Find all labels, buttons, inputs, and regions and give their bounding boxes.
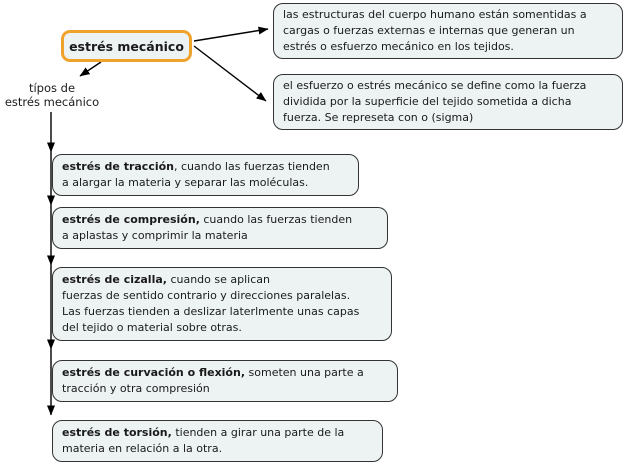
- node-estres-de-curvacion-o-flexion[interactable]: [52, 360, 398, 402]
- node-estres-mecanico[interactable]: [61, 30, 192, 62]
- definition-text-line: fuerza. Se represeta con o (sigma): [283, 111, 474, 124]
- type-text-line: materia en relación a la otra.: [62, 442, 223, 455]
- type-text-line: Las fuerzas tienden a deslizar laterlmente unas capas: [62, 305, 360, 318]
- label-tipos-de-estres-mecanico[interactable]: [0, 82, 104, 109]
- type-text: tienden a girar una parte de la: [171, 426, 345, 439]
- definition-text-line: el esfuerzo o estrés mecánico se define como la fuerza: [283, 79, 587, 92]
- type-title: estrés de torsión,: [62, 426, 172, 439]
- type-text: cuando se aplican: [166, 273, 270, 286]
- branch-label-line: típos de: [28, 81, 76, 95]
- arrow-root-to-definition-1: [194, 29, 268, 41]
- definition-text-line: estrés o esfuerzo mecánico en los tejidos.: [283, 40, 514, 53]
- type-text: , cuando las fuerzas tienden: [174, 160, 330, 173]
- type-text-line: del tejido o material sobre otras.: [62, 321, 242, 334]
- type-text-line: tracción y otra compresión: [62, 382, 210, 395]
- type-text-line: a alargar la materia y separar las moléculas.: [62, 176, 309, 189]
- type-title: estrés de tracción: [62, 160, 174, 173]
- root-node-label: estrés mecánico: [69, 38, 184, 54]
- type-text: cuando las fuerzas tienden: [199, 213, 353, 226]
- arrow-root-to-definition-2: [194, 46, 266, 101]
- node-definition-cargas[interactable]: [273, 3, 623, 59]
- node-estres-de-compresion[interactable]: [52, 207, 388, 249]
- definition-text-line: cargas o fuerzas externas e internas que generan un: [283, 24, 575, 37]
- type-text: someten una parte a: [245, 366, 364, 379]
- type-title: estrés de cizalla,: [62, 273, 167, 286]
- type-text-line: a aplastas y comprimir la materia: [62, 229, 248, 242]
- node-estres-de-cizalla[interactable]: [52, 267, 392, 341]
- definition-text-line: las estructuras del cuerpo humano están somentidas a: [283, 8, 587, 21]
- type-title: estrés de curvación o flexión,: [62, 366, 246, 379]
- arrow-root-to-types-label: [80, 62, 101, 76]
- node-estres-de-traccion[interactable]: [52, 154, 359, 196]
- type-title: estrés de compresión,: [62, 213, 200, 226]
- definition-text-line: dividida por la superficie del tejido sometida a dicha: [283, 95, 572, 108]
- branch-label-line: estrés mecánico: [4, 94, 100, 109]
- node-definition-esfuerzo[interactable]: [273, 74, 623, 130]
- type-text-line: fuerzas de sentido contrario y direcciones paralelas.: [62, 289, 351, 302]
- node-estres-de-torsion[interactable]: [52, 420, 383, 462]
